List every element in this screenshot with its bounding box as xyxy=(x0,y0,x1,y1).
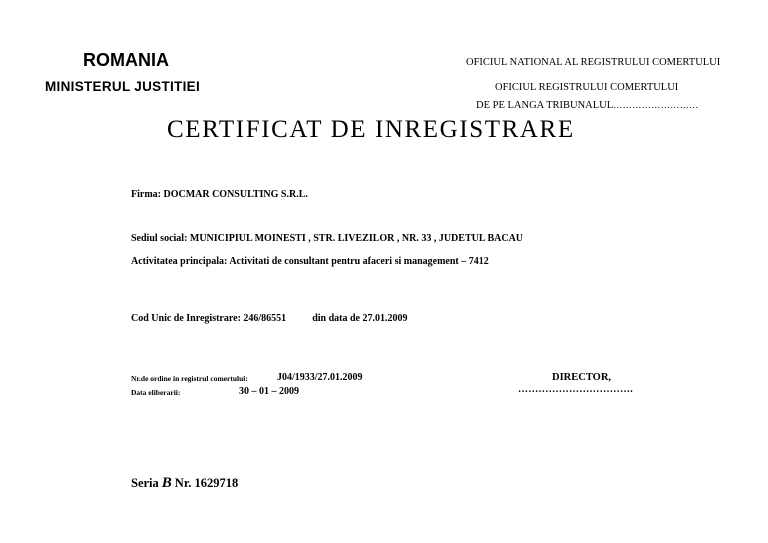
signature-line: ……………………………. xyxy=(518,384,633,395)
issue-date-label: Data eliberarii: xyxy=(131,388,181,397)
unique-registration-code xyxy=(131,313,407,324)
national-office-heading: OFICIUL NATIONAL AL REGISTRULUI COMERTULUI xyxy=(466,57,721,68)
series-letter: B xyxy=(161,475,172,491)
cui-date: din data de 27.01.2009 xyxy=(312,313,408,324)
ministry-heading: MINISTERUL JUSTITIEI xyxy=(45,79,201,94)
series-number xyxy=(131,475,238,492)
country-heading: ROMANIA xyxy=(83,50,169,70)
series-label: Seria xyxy=(131,476,159,490)
director-title: DIRECTOR, xyxy=(552,372,612,383)
court-office-dots: ……………………… xyxy=(613,100,699,110)
court-office-label: DE PE LANGA TRIBUNALUL xyxy=(476,100,614,111)
document-title: CERTIFICAT DE INREGISTRARE xyxy=(167,116,575,143)
series-number-value: Nr. 1629718 xyxy=(174,476,239,490)
firm-name: Firma: DOCMAR CONSULTING S.R.L. xyxy=(131,189,308,200)
registry-number-value: J04/1933/27.01.2009 xyxy=(277,372,363,383)
court-office-heading xyxy=(476,100,699,111)
local-office-heading: OFICIUL REGISTRULUI COMERTULUI xyxy=(495,82,679,93)
main-activity: Activitatea principala: Activitati de consultant pentru afaceri si management – 7412 xyxy=(131,256,489,267)
cui-value: Cod Unic de Inregistrare: 246/86551 xyxy=(131,313,287,324)
registry-number-label: Nr.de ordine in registrul comertului: xyxy=(131,374,248,383)
issue-date-value: 30 – 01 – 2009 xyxy=(239,386,299,397)
registered-office: Sediul social: MUNICIPIUL MOINESTI , STR. LIVEZILOR , NR. 33 , JUDETUL BACAU xyxy=(131,233,524,244)
